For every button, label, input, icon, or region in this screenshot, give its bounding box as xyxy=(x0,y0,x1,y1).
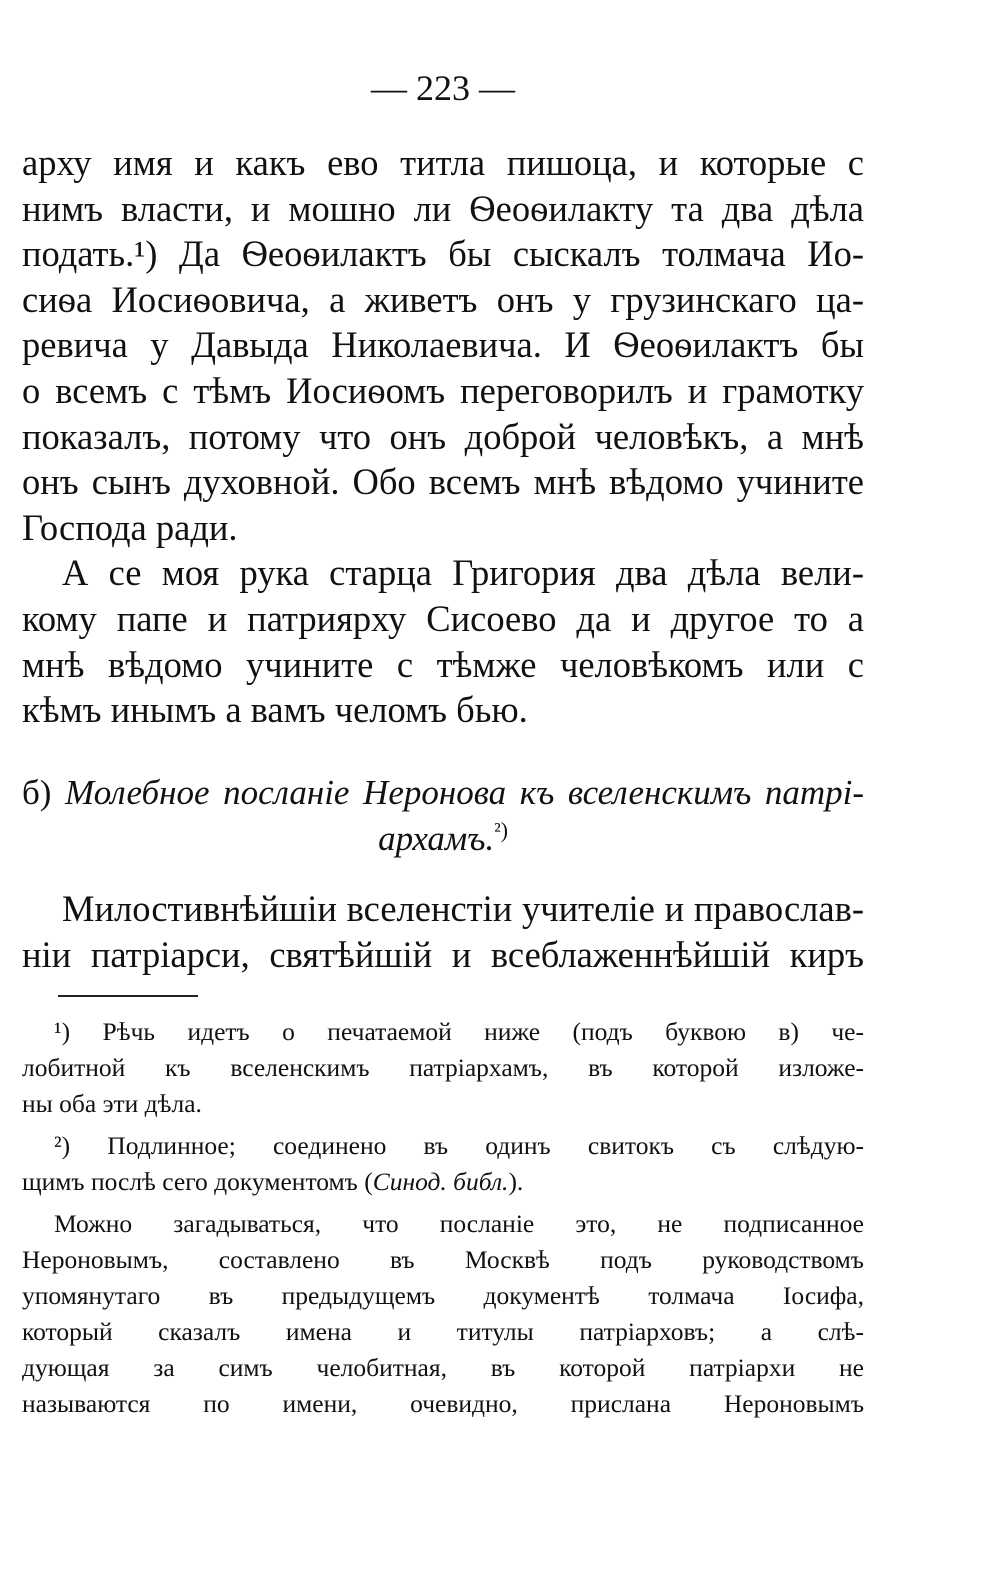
heading-prefix: б) xyxy=(22,773,52,812)
footnote-1 xyxy=(22,1014,864,1122)
document-page xyxy=(22,0,864,1584)
heading-line xyxy=(22,770,864,816)
footnote-line: ¹) Рѣчь идетъ о печатаемой ниже (подъ буквою в) че- xyxy=(54,1017,864,1046)
footnotes xyxy=(22,1014,864,1422)
heading-line xyxy=(22,816,864,862)
text-line: А се моя рука старца Григория два дѣла вели- xyxy=(62,552,864,594)
main-text-continued xyxy=(22,886,864,977)
text-line: кѣмъ инымъ а вамъ челомъ бью. xyxy=(22,689,528,731)
heading-title-part-2: архамъ. xyxy=(378,819,495,858)
paragraph-1 xyxy=(22,140,864,550)
footnote-line: упомянутаго въ предыдущемъ документѣ толмача Іосифа, xyxy=(22,1281,864,1310)
main-text xyxy=(22,140,864,733)
section-heading xyxy=(22,770,864,862)
footnote-line: называются по имени, очевидно, прислана Нероновымъ xyxy=(22,1389,864,1418)
footnote-line: который сказалъ имена и титулы патріарховъ; а слѣ- xyxy=(22,1317,864,1346)
text-line: о всемъ с тѣмъ Иосиѳомъ переговорилъ и грамотку xyxy=(22,369,864,411)
footnote-line: ны оба эти дѣла. xyxy=(22,1089,202,1118)
footnote-source: Синод. библ. xyxy=(372,1167,509,1196)
footnote-text-end: ). xyxy=(508,1167,524,1196)
text-line: нимъ власти, и мошно ли Ѳеоѳилакту та два дѣла xyxy=(22,187,864,229)
footnote-2 xyxy=(22,1128,864,1200)
text-line: ревича у Давыда Николаевича. И Ѳеоѳилактъ бы xyxy=(22,324,864,366)
text-line: кому папе и патриярху Сисоево да и другое то а xyxy=(22,597,864,639)
footnote-line: дующая за симъ челобитная, въ которой патріархи не xyxy=(22,1353,864,1382)
footnote-line: Можно загадываться, что посланіе это, не подписанное xyxy=(54,1209,864,1238)
text-line: подать.¹) Да Ѳеоѳилактъ бы сыскалъ толмача Ио- xyxy=(22,233,864,275)
heading-title-part-1: Молебное посланіе Неронова къ вселенскимъ патрі- xyxy=(65,773,864,812)
page-number: — 223 — xyxy=(371,68,515,108)
text-line: ніи патріарси, святѣйшій и всеблаженнѣйшій киръ xyxy=(22,933,864,975)
text-line: показалъ, потому что онъ доброй человѣкъ, а мнѣ xyxy=(22,415,864,457)
footnote-line xyxy=(22,1164,864,1200)
footnote-line: Нероновымъ, составлено въ Москвѣ подъ руководствомъ xyxy=(22,1245,864,1274)
footnote-marker: ²) xyxy=(494,818,508,843)
footnote-text: щимъ послѣ сего документомъ ( xyxy=(22,1167,373,1196)
footnote-line: ²) Подлинное; соединено въ одинъ свитокъ съ слѣдую- xyxy=(54,1131,864,1160)
text-line: мнѣ вѣдомо учините с тѣмже человѣкомъ или с xyxy=(22,643,864,685)
footnote-line: лобитной къ вселенскимъ патріархамъ, въ которой изложе- xyxy=(22,1053,864,1082)
footnote-3 xyxy=(22,1206,864,1422)
text-line: арху имя и какъ ево титла пишоца, и которые с xyxy=(22,142,864,183)
text-line: сиѳа Иосиѳовича, а живетъ онъ у грузинскаго ца- xyxy=(22,278,864,320)
paragraph-2 xyxy=(22,550,864,732)
text-line: Милостивнѣйшіи вселенстіи учителіе и православ- xyxy=(62,888,864,929)
text-line: Господа ради. xyxy=(22,506,238,548)
footnote-separator xyxy=(58,995,198,997)
text-line: онъ сынъ духовной. Обо всемъ мнѣ вѣдомо учините xyxy=(22,461,864,503)
